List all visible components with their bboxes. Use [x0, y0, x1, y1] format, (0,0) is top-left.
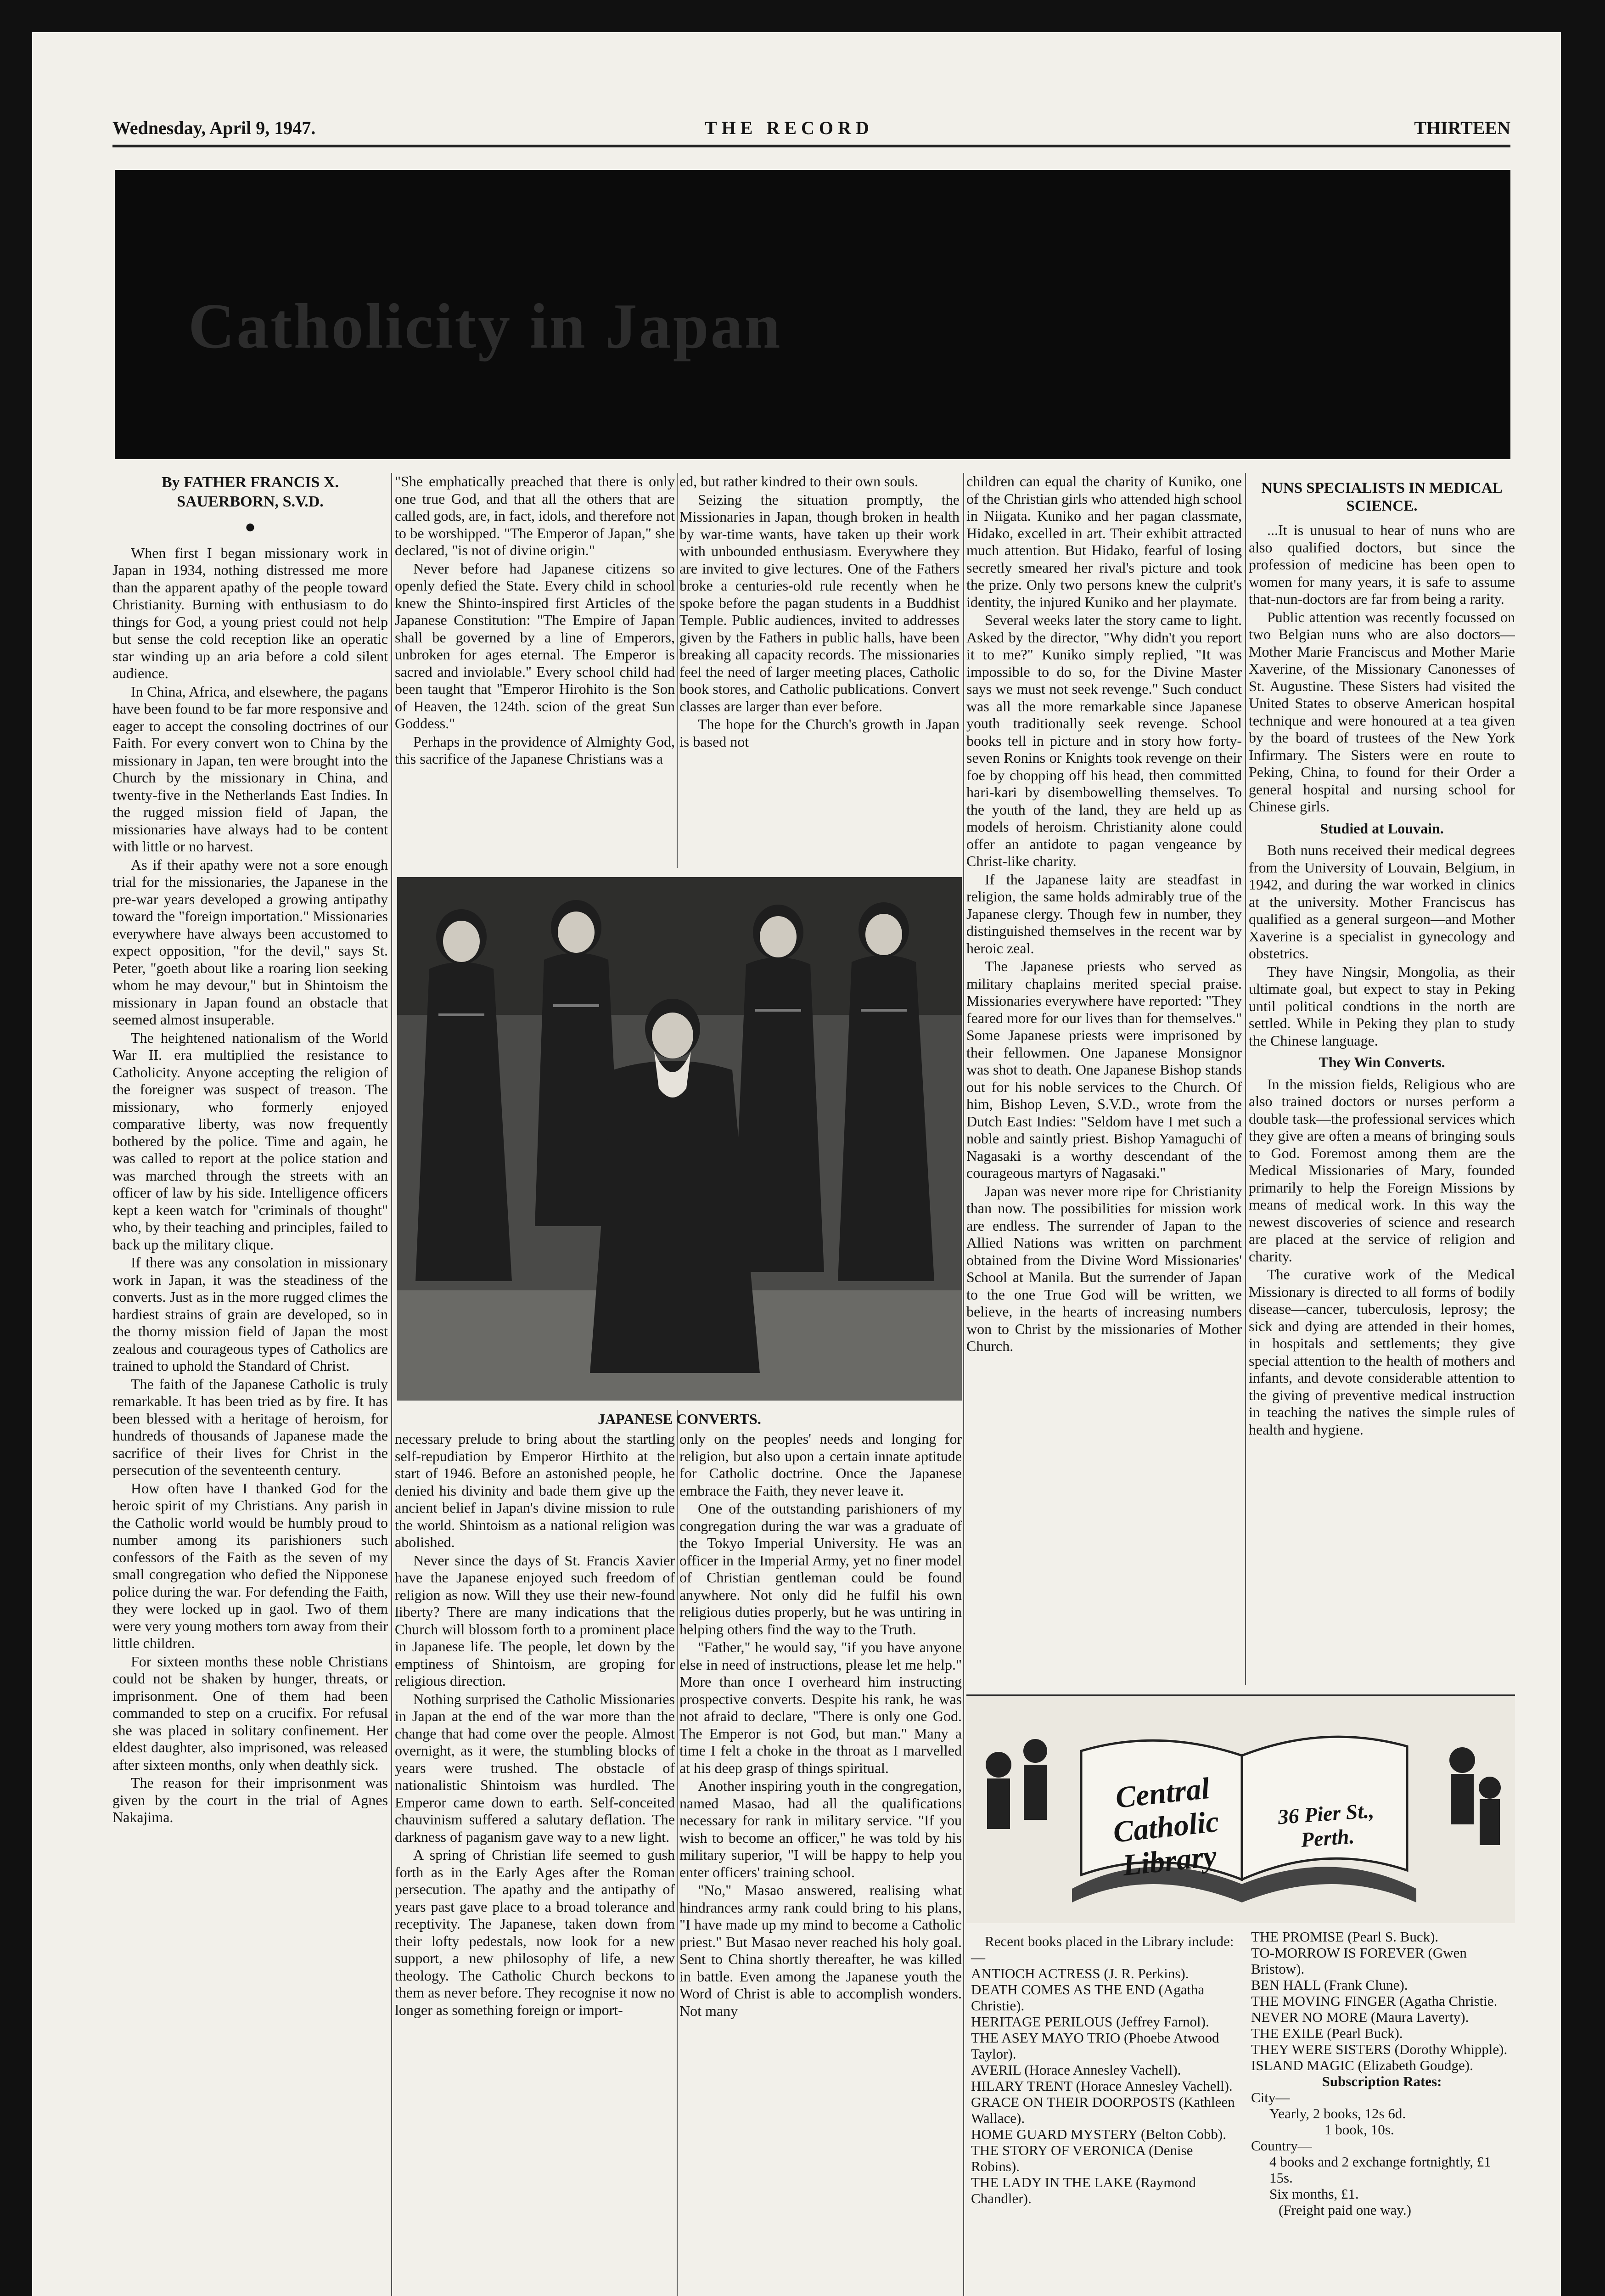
- book-entry: HILARY TRENT (Horace Annesley Vachell).: [971, 2078, 1233, 2094]
- library-ad-artwork: [966, 1694, 1515, 1923]
- paragraph: One of the outstanding parishioners of my congregation during the war was a graduate of the Tokyo Imperial University. He was an officer in the Imperial Army, yet no finer model of Christian gentleman could be found anywhere. Not only did he fulfil his own religious duties properly, but he was untiring in helping others find the way to the Truth.: [679, 1500, 962, 1638]
- paragraph: If the Japanese laity are steadfast in religion, the same holds admirably true of the Japanese clergy. Though few in number, they distinguished themselves in the recent war by heroic zeal.: [966, 871, 1242, 957]
- rate-line: 4 books and 2 exchange fortnightly, £1 15s.: [1269, 2154, 1491, 2186]
- book-entry: THE LADY IN THE LAKE (Raymond Chandler).: [971, 2174, 1196, 2206]
- book-list-left: [971, 1933, 1237, 2206]
- book-entry: TO-MORROW IS FOREVER (Gwen Bristow).: [1251, 1945, 1467, 1977]
- book-entry: ANTIOCH ACTRESS (J. R. Perkins).: [971, 1965, 1189, 1981]
- column-divider: [677, 473, 678, 868]
- book-entry: NEVER NO MORE (Maura Laverty).: [1251, 2009, 1469, 2025]
- paragraph: A spring of Christian life seemed to gush forth as in the Early Ages after the Roman persecution. The apathy and the antipathy of years past gave place to a broad tolerance and receptivity. The Japanese, taken down from their lofty pedestals, now look for a new support, a new philosophy of life, a new theology. The Catholic Church beckons to them as never before. They recognise it now no longer as something foreign or import-: [395, 1846, 675, 2018]
- byline: By FATHER FRANCIS X. SAUERBORN, S.V.D.: [162, 474, 339, 510]
- paragraph: ...It is unusual to hear of nuns who are also qualified doctors, but since the profession of medicine has been open to women for many years, it is safe to assume that-nun-doctors are far from being a rarity.: [1249, 522, 1515, 607]
- book-entry: THEY WERE SISTERS (Dorothy Whipple).: [1251, 2041, 1508, 2057]
- paragraph: In the mission fields, Religious who are also trained doctors or nurses perform a double task—the professional services which they give are often a means of bringing souls to God. Foremost among them are the Medical Missionaries of Mary, founded primarily to help the Foreign Missions by means of medical work. In this way the newest discoveries of science and research are placed at the service of religion and charity.: [1249, 1075, 1515, 1265]
- book-entry: DEATH COMES AS THE END (Agatha Christie).: [971, 1981, 1205, 2014]
- paragraph: The heightened nationalism of the World War II. era multiplied the resistance to Catholicity. Anyone accepting the religion of the foreigner was suspect of treason. The missionary, who formerly enjoyed comparative liberty, was now frequently bothered by the police. Time and again, he was called to report at the police station and was marched through the streets with an officer of law by his side. Intelligence officers kept a keen watch for "criminals of thought" who, by their teaching and principles, failed to back up the military clique.: [112, 1029, 388, 1253]
- paragraph: In China, Africa, and elsewhere, the pagans have been found to be far more responsive and eager to accept the consoling doctrines of our Faith. For every convert won to China by the missionary in Japan, ten were brought into the Church by the missionary in China, and twenty-five in the Netherlands East Indies. In the rugged mission field of Japan, the missionaries have always had to be content with little or no harvest.: [112, 683, 388, 855]
- paragraph: Japan was never more ripe for Christianity than now. The possibilities for mission work are endless. The surrender of Japan to the Allied Nations was written on parchment obtained from the Divine Word Missionaries' School at Manila. But the surrender of Japan to the one True God will be written, we believe, in the hearts of increasing numbers won to Christ by the missionaries of Mother Church.: [966, 1182, 1242, 1354]
- column-divider: [1245, 473, 1246, 1685]
- paragraph: Another inspiring youth in the congregation, named Masao, had all the qualifications necessary for rank in military service. "If you wish to become an officer," he was told by his military superior, "I will be happy to help you enter officers' training school.: [679, 1778, 962, 1880]
- masthead: [112, 117, 1510, 147]
- book-entry: THE STORY OF VERONICA (Denise Robins).: [971, 2142, 1193, 2174]
- article-column-2-continued: [395, 1430, 675, 2296]
- article-column-2: [395, 473, 675, 868]
- paragraph: Perhaps in the providence of Almighty God, this sacrifice of the Japanese Christians was a: [395, 733, 675, 767]
- paragraph: If there was any consolation in missionary work in Japan, it was the steadiness of the converts. Just as in the more rugged climes the hardiest strains of grain are developed, so in the thorny mission field of Japan the most zealous and courageous types of Catholics are trained to uphold the Standard of Christ.: [112, 1254, 388, 1374]
- book-entry: THE EXILE (Pearl Buck).: [1251, 2025, 1403, 2041]
- issue-date: Wednesday, April 9, 1947.: [112, 118, 316, 138]
- column-divider: [391, 473, 392, 2296]
- banner-faint-title: Catholicity in Japan: [188, 291, 782, 362]
- paragraph: As if their apathy were not a sore enough trial for the missionaries, the Japanese in the pre-war years developed a growing antipathy toward the "foreign importation." Missionaries everywhere have always been accustomed to expect opposition, "for the devil," says St. Peter, "goeth about like a roaring lion seeking whom he may devour," but in Shintoism the missionary in Japan found an obstacle that seemed almost insuperable.: [112, 856, 388, 1028]
- nuns-headline: NUNS SPECIALISTS IN MEDICAL SCIENCE.: [1261, 480, 1503, 514]
- rate-line: Yearly, 2 books, 12s 6d.: [1269, 2105, 1406, 2122]
- japanese-converts-photo: [397, 877, 962, 1401]
- article-column-1: [112, 473, 388, 2296]
- book-entry: BEN HALL (Frank Clune).: [1251, 1977, 1408, 1993]
- paragraph: The reason for their imprisonment was given by the court in the trial of Agnes Nakajima.: [112, 1774, 388, 1825]
- book-entry: GRACE ON THEIR DOORPOSTS (Kathleen Wallace).: [971, 2094, 1235, 2126]
- book-list-intro: Recent books placed in the Library include:—: [971, 1933, 1234, 1965]
- paragraph: "Father," he would say, "if you have anyone else in need of instructions, please let me help." More than once I overheard him instructing prospective converts. Despite his rank, he was not afraid to declare, "There is only one God. The Emperor is not God, but man." Many a time I felt a choke in the throat as I marvelled at his deep grasp of things spiritual.: [679, 1639, 962, 1776]
- rate-line: City—: [1251, 2089, 1290, 2105]
- rate-line: Country—: [1251, 2138, 1312, 2154]
- page-number: THIRTEEN: [1414, 118, 1510, 138]
- open-book-icon: [966, 1696, 1515, 1923]
- paragraph: They have Ningsir, Mongolia, as their ultimate goal, but expect to stay in Peking until political condtions in the north are settled. While in Peking they plan to study the Chinese language.: [1249, 963, 1515, 1049]
- library-address: 36 Pier St., Perth.: [1277, 1798, 1375, 1851]
- book-entry: AVERIL (Horace Annesley Vachell).: [971, 2062, 1181, 2078]
- subscription-rates-title: Subscription Rates:: [1322, 2073, 1442, 2089]
- article-column-4: [966, 473, 1242, 1676]
- newspaper-page: [32, 32, 1561, 2296]
- library-name-left: [1092, 1769, 1240, 1885]
- subheading: Studied at Louvain.: [1320, 820, 1444, 837]
- paragraph: Several weeks later the story came to light. Asked by the director, "Why didn't you report it to me?" Kuniko simply replied, "It was impossible to do so, for the Divine Master says we must not seek revenge." Such conduct was all the more remarkable since Japanese youth traditionally seek revenge. School books tell in picture and in story how forty-seven Ronins or Knights took revenge on their foe by chopping off his head, then committed hari-kari by disembowelling themselves. To the youth of the land, they are held up as models of heroism. Christianity alone could offer an antidote to pagan vengeance by Christ-like charity.: [966, 612, 1242, 869]
- book-list-right: [1251, 1929, 1513, 2218]
- book-entry: THE PROMISE (Pearl S. Buck).: [1251, 1929, 1439, 1945]
- photo-caption: JAPANESE CONVERTS.: [598, 1411, 761, 1427]
- paragraph: The curative work of the Medical Missionary is directed to all forms of bodily disease—cancer, tuberculosis, leprosy; the sick and dying are attended in their homes, in hospitals and settlements; they give special attention to the health of mothers and infants, and devote considerable attention to the giving of preventive medical instruction in teaching the natives the simple rules of health and hygiene.: [1249, 1266, 1515, 1438]
- paragraph: children can equal the charity of Kuniko, one of the Christian girls who attended high school in Niigata. Kuniko and her pagan classmate, Hidako, excelled in art. Their exhibit attracted much attention. But Hidako, fearful of losing secretly smeared her rival's picture and took the prize. Only two persons knew the culprit's identity, the injured Kuniko and her playmate.: [966, 473, 1242, 610]
- book-entry: HERITAGE PERILOUS (Jeffrey Farnol).: [971, 2014, 1209, 2030]
- library-name-line2: Library: [1121, 1839, 1218, 1883]
- column-divider: [677, 1410, 678, 2296]
- paragraph: Never since the days of St. Francis Xavier have the Japanese enjoyed such freedom of religion as now. Will they use their new-found liberty? There are many indications that the Church will blossom forth to a prominent place in Japanese life. The people, let down by the emptiness of Shintoism, are groping for religious direction.: [395, 1552, 675, 1689]
- paragraph: How often have I thanked God for the heroic spirit of my Christians. Any parish in the Catholic world would be humbly proud to number among its parishioners such confessors of the Faith as the seven of my small congregation who defied the Nipponese police during the war. For defending the Faith, they were locked up in gaol. Two of them were very young mothers torn away from their little children.: [112, 1480, 388, 1651]
- book-entry: THE ASEY MAYO TRIO (Phoebe Atwood Taylor).: [971, 2030, 1219, 2062]
- paragraph: Never before had Japanese citizens so openly defied the State. Every child in school knew the Shinto-inspired first Articles of the Japanese Constitution: "The Empire of Japan shall be governed by a line of Emperors, unbroken for ages eternal. The Emperor is sacred and inviolable." Every school child had been taught that "Emperor Hirohito is the Son of Heaven, the 124th. scion of the great Sun Goddess.": [395, 560, 675, 732]
- paragraph: "No," Masao answered, realising what hindrances army rank could bring to his plans, "I have made up my mind to become a Catholic priest." But Masao never reached his holy goal. Sent to China shortly thereafter, he was killed in battle. Even among the Japanese youth the Word of Christ is able to accomplish wonders. Not many: [679, 1882, 962, 2019]
- paragraph: Nothing surprised the Catholic Missionaries in Japan at the end of the war more than the change that had come over the people. Almost overnight, as it were, the stumbling blocks of years were trushed. The obstacle of nationalistic Shintoism was hurdled. The Emperor came down to earth. Self-conceited chauvinism suffered a salutary deflation. The darkness of paganism gave way to a new light.: [395, 1690, 675, 1845]
- paragraph: The Japanese priests who served as military chaplains merited special praise. Missionaries everywhere have reported: "They feared more for our lives than for themselves." Some Japanese priests were imprisoned by their fellowmen. One Japanese Monsignor was shot to death. One Japanese Bishop stands out for his noble services to the Church. Of him, Bishop Leven, S.V.D., wrote from the Dutch East Indies: "Seldom have I met such a noble and saintly priest. Bishop Yamaguchi of Nagasaki is a worthy descendant of the courageous martyrs of Nagasaki.": [966, 958, 1242, 1181]
- photo-illustration: [397, 877, 962, 1401]
- paragraph: The faith of the Japanese Catholic is truly remarkable. It has been tried as by fire. It has been blessed with a heritage of heroism, for hundreds of thousands of Japanese made the sacrifice of their lives for Christ in the persecution of the seventeenth century.: [112, 1375, 388, 1478]
- library-advertisement: [966, 1694, 1515, 2296]
- rate-line: 1 book, 10s.: [1324, 2122, 1394, 2138]
- paragraph: When first I began missionary work in Japan in 1934, nothing distressed me more than the apparent apathy of the people toward Christianity. Burning with enthusiasm to do things for God, a young priest could not help but sense the cold reception like an operatic star winding up an aria before a cold silent audience.: [112, 544, 388, 681]
- book-entry: THE MOVING FINGER (Agatha Christie.: [1251, 1993, 1498, 2009]
- paragraph: ed, but rather kindred to their own souls.: [679, 473, 918, 490]
- book-entry: ISLAND MAGIC (Elizabeth Goudge).: [1251, 2057, 1473, 2073]
- subheading: They Win Converts.: [1319, 1054, 1445, 1070]
- paragraph: Both nuns received their medical degrees from the University of Louvain, Belgium, in 1942, and during the war worked in clinics at the university. Mother Franciscus has qualified as a general surgeon—and Mother Xaverine is a specialist in gynecology and obstetrics.: [1249, 842, 1515, 962]
- article-column-3: [679, 473, 960, 868]
- byline-bullet: ●: [244, 516, 256, 537]
- nuns-article: [1249, 473, 1515, 1713]
- column-divider: [963, 473, 964, 2296]
- paper-name: THE RECORD: [705, 118, 874, 138]
- paragraph: For sixteen months these noble Christians could not be shaken by hunger, threats, or imprisonment. One of them had been commanded to step on a crucifix. For refusal she was placed in solitary confinement. Her eldest daughter, also imprisoned, was released after sixteen months, only when deathly sick.: [112, 1653, 388, 1773]
- article-column-3-continued: [679, 1430, 962, 2296]
- rate-line: (Freight paid one way.): [1279, 2202, 1411, 2218]
- headline-banner: [115, 170, 1510, 459]
- library-name-line1: Central Catholic: [1111, 1771, 1221, 1849]
- paragraph: The hope for the Church's growth in Japan is based not: [679, 716, 960, 750]
- paragraph: Public attention was recently focussed on two Belgian nuns who are also doctors—Mother Marie Franciscus and Mother Marie Xaverine, of the Missionary Canonesses of St. Augustine. These Sisters had visited the United States to observe American hospital technique and were honoured at a tea given by the board of trustees of the New York Infirmary. The Sisters were en route to Peking, China, to found for their Order a general hospital and nursing school for Chinese girls.: [1249, 608, 1515, 815]
- rate-line: Six months, £1.: [1269, 2186, 1359, 2202]
- paragraph: only on the peoples' needs and longing for religion, but also upon a certain innate aptitude for Catholic doctrine. Once the Japanese embrace the Faith, they never leave it.: [679, 1430, 962, 1499]
- paragraph: necessary prelude to bring about the startling self-repudiation by Emperor Hirthito at the start of 1946. Before an astonished people, he denied his divinity and bade them give up the ancient belief in Japan's divine mission to rule the world. Shintoism as a national religion was abolished.: [395, 1430, 675, 1550]
- paragraph: "She emphatically preached that there is only one true God, and that all the others that are called gods, are, in fact, idols, and therefore not to be worshipped. "The Emperor of Japan," she declared, "is not of divine origin.": [395, 473, 675, 558]
- paragraph: Seizing the situation promptly, the Missionaries in Japan, though broken in health by war-time wants, have taken up their work with unbounded enthusiasm. Everywhere they are invited to give lectures. One of the Fathers broke a centuries-old rule recently when he spoke before the pagan students in a Buddhist Temple. Public audiences, invited to addresses given by the Fathers in public halls, have been breaking all capacity records. The missionaries feel the need of larger meeting places, Catholic book stores, and Catholic publications. Convert classes are larger than ever before.: [679, 491, 960, 715]
- book-entry: HOME GUARD MYSTERY (Belton Cobb).: [971, 2126, 1227, 2142]
